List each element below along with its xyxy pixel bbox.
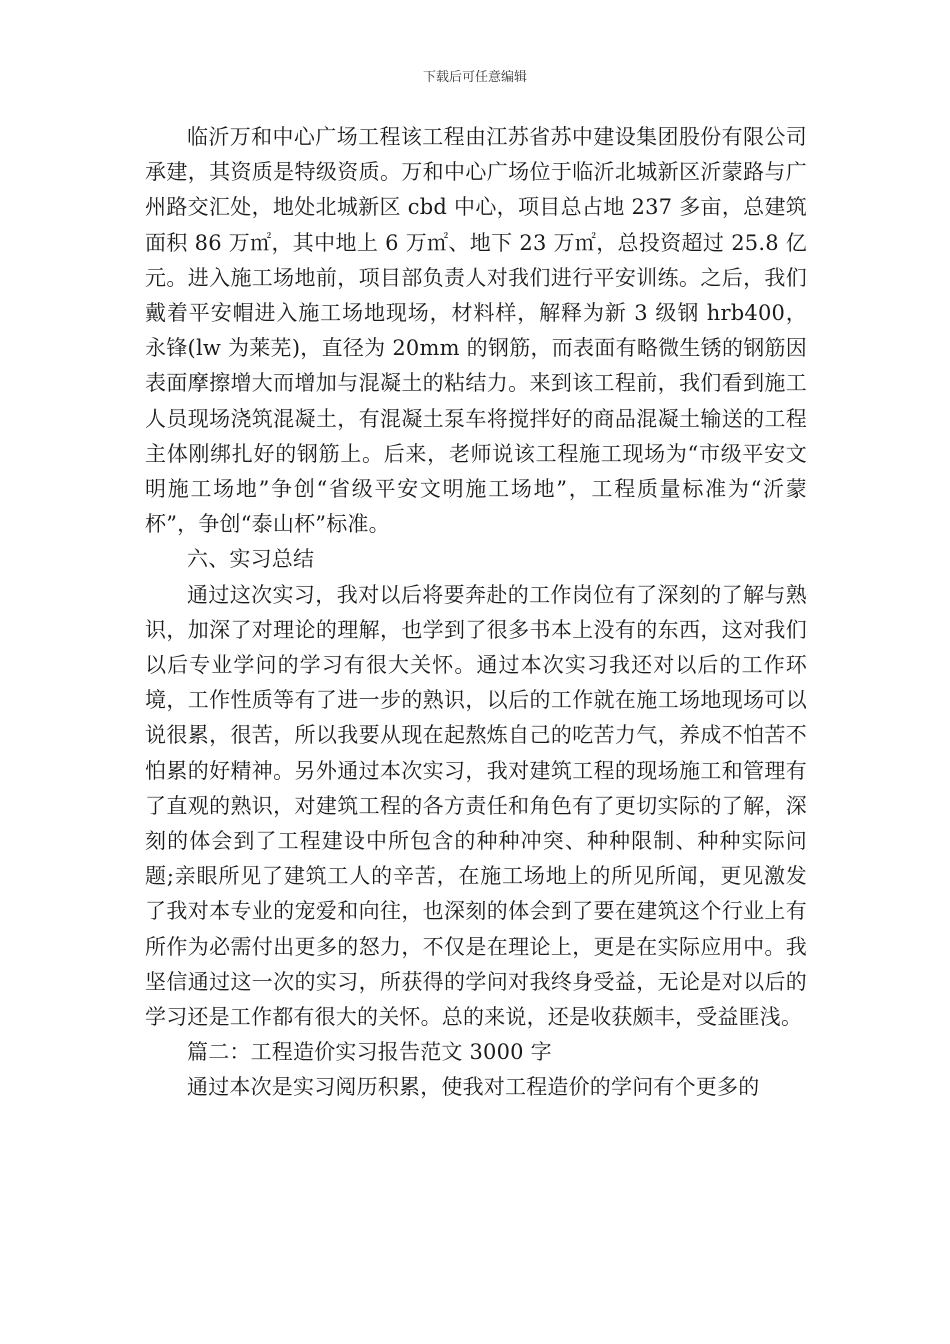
section-heading-internship-summary: 六、实习总结 xyxy=(187,547,315,572)
paragraph-part-two-intro: 通过本次是实习阅历积累，使我对工程造价的学问有个更多的 xyxy=(187,1075,760,1100)
section-heading-part-two: 篇二：工程造价实习报告范文 3000 字 xyxy=(187,1040,552,1065)
paragraph-project-description: 临沂万和中心广场工程该工程由江苏省苏中建设集团股份有限公司承建，其资质是特级资质。万和中心广场位于临沂北城新区沂蒙路与广州路交汇处，地处北城新区 cbd 中心，项目总占地 237 多亩，总建筑面积 86 万㎡，其中地上 6 万㎡、地下 23 万㎡，总投资超过 25.8 亿元。进入施工场地前，项目部负责人对我们进行平安训练。之后，我们戴着平安帽进入施工场地现场，材料样，解释为新 3 级钢 hrb400，永锋(lw 为莱芜)，直径为 20mm 的钢筋，而表面有略微生锈的钢筋因表面摩擦增大而增加与混凝土的粘结力。来到该工程前，我们看到施工人员现场浇筑混凝土，有混凝土泵车将搅拌好的商品混凝土输送的工程主体刚绑扎好的钢筋上。后来，老师说该工程施工现场为“市级平安文明施工场地”争创“省级平安文明施工场地”，工程质量标准为“沂蒙杯”，争创“泰山杯”标准。 xyxy=(145,125,807,537)
page-header: 下载后可任意编辑 xyxy=(422,70,527,85)
paragraph-internship-summary: 通过这次实习，我对以后将要奔赴的工作岗位有了深刻的了解与熟识，加深了对理论的理解，也学到了很多书本上没有的东西，这对我们以后专业学问的学习有很大关怀。通过本次实习我还对以后的工作环境，工作性质等有了进一步的熟识，以后的工作就在施工场地现场可以说很累，很苦，所以我要从现在起熬炼自己的吃苦力气，养成不怕苦不怕累的好精神。另外通过本次实习，我对建筑工程的现场施工和管理有了直观的熟识，对建筑工程的各方责任和角色有了更切实际的了解，深刻的体会到了工程建设中所包含的种种冲突、种种限制、种种实际问题;亲眼所见了建筑工人的辛苦，在施工场地上的所见所闻，更见激发了我对本专业的宠爱和向往，也深刻的体会到了要在建筑这个行业上有所作为必需付出更多的怒力，不仅是在理论上，更是在实际应用中。我坚信通过这一次的实习，所获得的学问对我终身受益，无论是对以后的学习还是工作都有很大的关怀。总的来说，还是收获颇丰，受益匪浅。 xyxy=(145,582,807,1030)
document-body xyxy=(145,120,807,1106)
